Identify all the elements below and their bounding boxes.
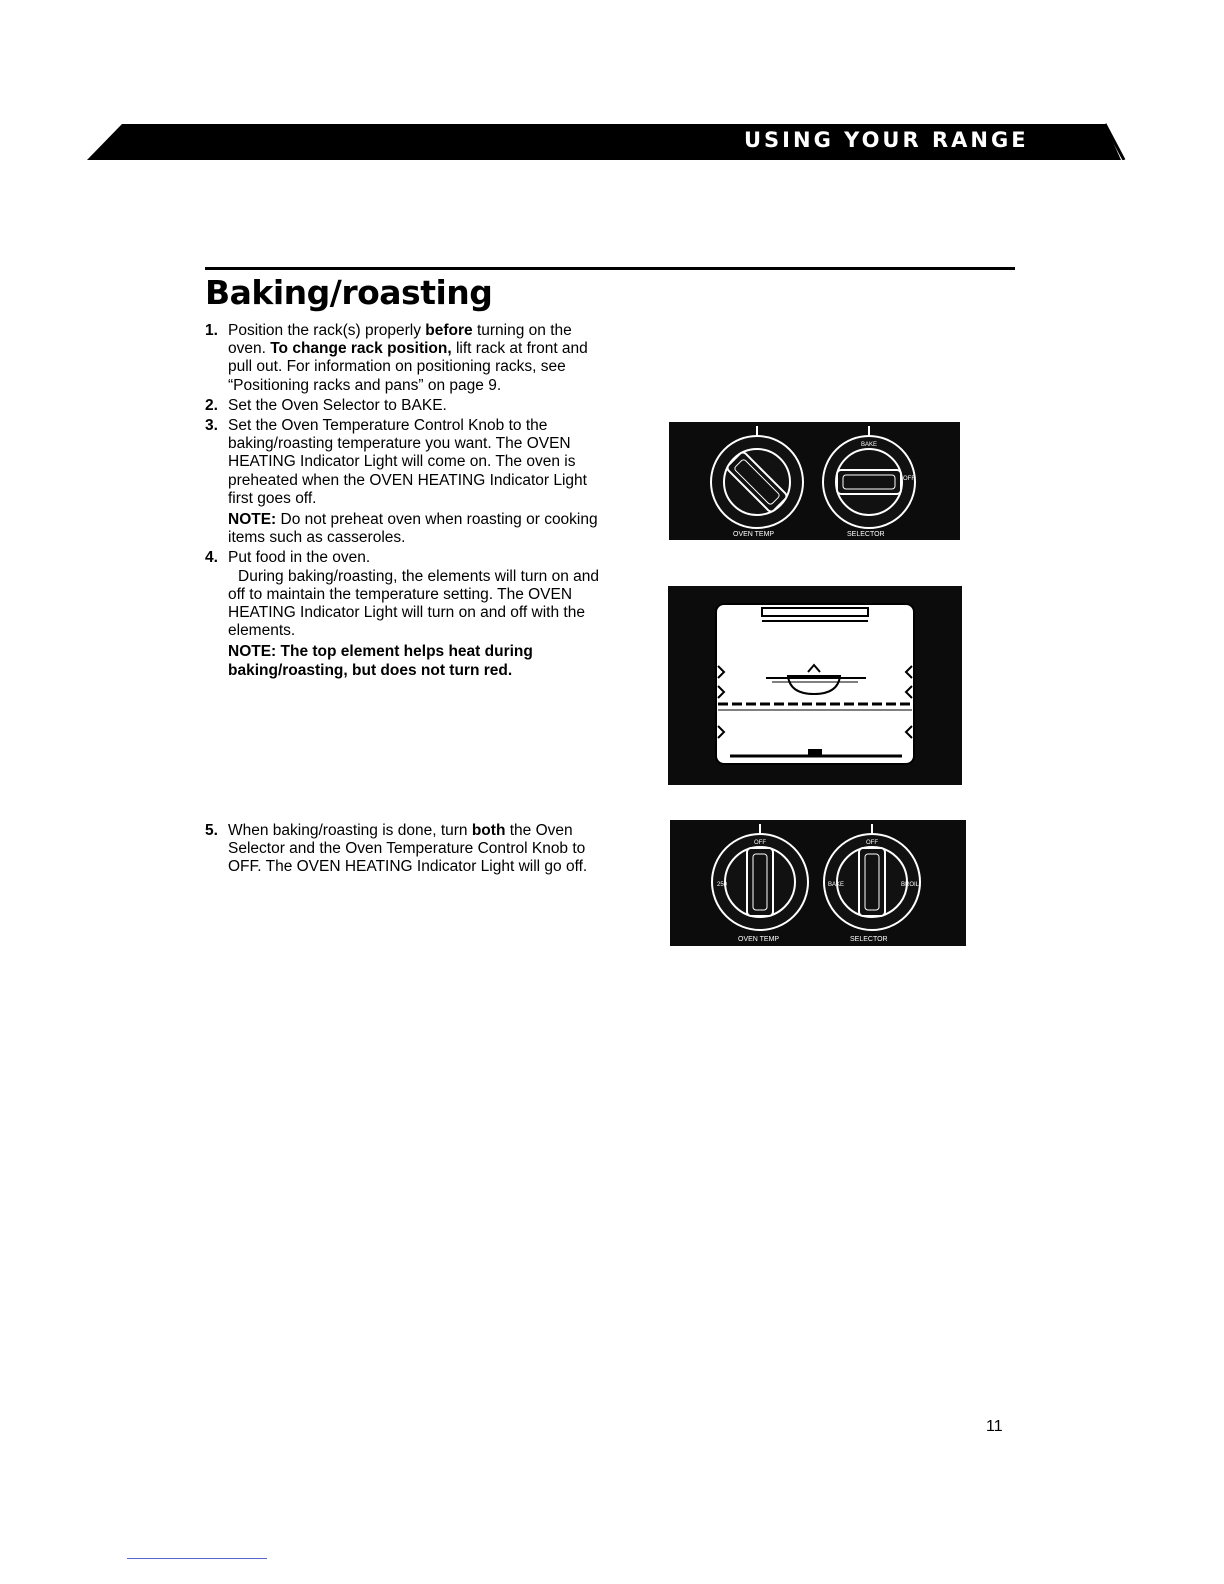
- oven-temp-off-mark: OFF: [754, 840, 766, 846]
- selector-off-mark: OFF: [866, 840, 878, 846]
- step-text: Set the Oven Temperature Control Knob to the baking/roasting temperature you want. The OVEN HEATING Indicator Light will come on. The oven is preheated when the OVEN HEATING Indicator Light first goes off.: [228, 417, 587, 507]
- step-emphasis: both: [471, 822, 506, 839]
- step-2: [205, 397, 600, 415]
- knobs-off-illustration: [670, 820, 966, 946]
- section-rule: [205, 267, 1015, 270]
- step-emphasis: before: [425, 322, 473, 339]
- header-banner-text: USING YOUR RANGE: [744, 128, 1029, 152]
- selector-off-mark: OFF: [903, 476, 915, 482]
- figure-knobs-bake: [669, 422, 960, 540]
- step-emphasis: To change rack position,: [270, 340, 452, 358]
- step-text: Position the rack(s) properly: [228, 322, 426, 339]
- step-text: turning on the oven.: [228, 322, 572, 358]
- selector-label: SELECTOR: [850, 936, 888, 943]
- steps-list: [205, 322, 600, 682]
- step-note: [228, 643, 600, 679]
- oven-temp-label: OVEN TEMP: [733, 531, 775, 538]
- step-text: During baking/roasting, the elements will turn on and off to maintain the temperature setting. The OVEN HEATING Indicator Light will turn on and off with the elements.: [228, 567, 600, 640]
- step-5: [205, 822, 600, 877]
- step-text: Set the Oven Selector to BAKE.: [228, 396, 447, 414]
- step-note: [228, 511, 600, 547]
- step-text: When baking/roasting is done, turn: [228, 822, 472, 839]
- section-title: Baking/roasting: [205, 273, 493, 312]
- figure-knobs-off: [670, 820, 966, 946]
- figure-oven-interior: [668, 586, 962, 785]
- footer-line: [127, 1558, 267, 1559]
- step-4: [205, 549, 600, 679]
- step-3: [205, 417, 600, 547]
- note-bold-text: NOTE: The top element helps heat during baking/roasting, but does not turn red.: [228, 643, 533, 679]
- oven-temp-250-mark: 250: [716, 882, 728, 888]
- oven-interior-illustration: [668, 586, 962, 785]
- step-1: [205, 322, 600, 395]
- page-number: 11: [986, 1418, 1003, 1435]
- step-number: 3.: [205, 417, 218, 435]
- steps-list-continued: [205, 822, 600, 879]
- selector-bake-mark: BAKE: [827, 882, 845, 888]
- step-text: Put food in the oven.: [228, 549, 371, 567]
- note-text: Do not preheat oven when roasting or cooking items such as casseroles.: [228, 511, 598, 547]
- note-label: NOTE:: [228, 511, 277, 529]
- step-number: 2.: [205, 396, 218, 414]
- header-banner: [0, 0, 1224, 160]
- step-number: 5.: [205, 822, 218, 839]
- knobs-bake-illustration: [669, 422, 960, 540]
- selector-broil-mark: BROIL: [900, 882, 920, 888]
- selector-bake-mark: BAKE: [860, 442, 878, 448]
- step-text: lift rack at front and pull out. For information on positioning racks, see “Positioning racks and pans” on page 9.: [228, 340, 588, 394]
- oven-temp-label: OVEN TEMP: [738, 936, 780, 943]
- step-number: 4.: [205, 549, 218, 567]
- selector-label: SELECTOR: [847, 531, 885, 538]
- step-number: 1.: [205, 322, 218, 339]
- step-text: the Oven Selector and the Oven Temperature Control Knob to OFF. The OVEN HEATING Indicator Light will go off.: [228, 822, 588, 876]
